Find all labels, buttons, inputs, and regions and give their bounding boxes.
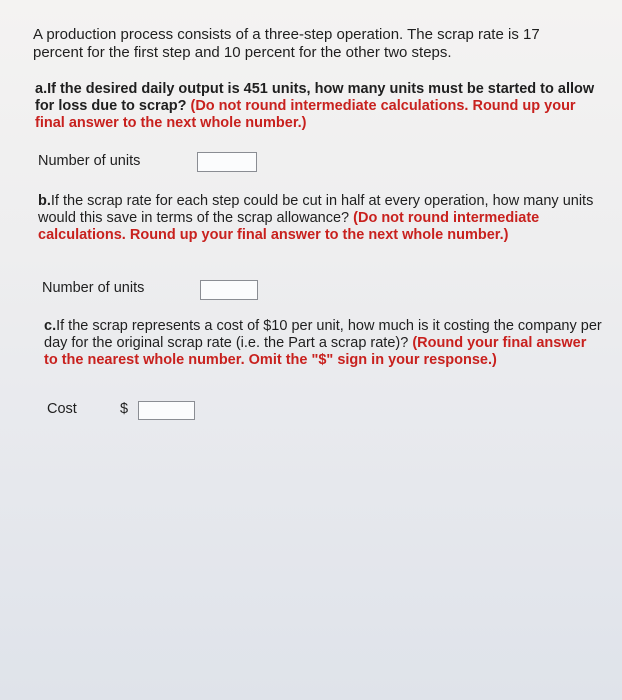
question-b-instruction: (Do not round intermediate calculations. Round up your final answer to the next whole number.) — [38, 210, 540, 243]
question-a-instruction: (Do not round intermediate calculations. Round up your final answer to the next whole number.) — [35, 98, 576, 131]
question-c — [44, 318, 604, 369]
question-a — [35, 81, 605, 132]
answer-b-label: Number of units — [42, 280, 145, 296]
question-b-text: If the scrap rate for each step could be cut in half at every operation, how many units would this save in terms of the scrap allowance? — [38, 193, 594, 226]
answer-c-input[interactable] — [138, 401, 195, 420]
question-b-label: b. — [38, 193, 51, 209]
question-b — [38, 193, 613, 244]
answer-a-input[interactable] — [197, 152, 257, 172]
question-a-label: a. — [35, 81, 48, 97]
answer-a-label: Number of units — [38, 153, 141, 169]
answer-c-label: Cost — [47, 401, 77, 417]
question-c-text: If the scrap represents a cost of $10 per unit, how much is it costing the company per day for the original scrap rate (i.e. the Part a scrap rate)? — [44, 318, 602, 351]
currency-symbol: $ — [120, 401, 129, 417]
answer-b-input[interactable] — [200, 280, 258, 300]
question-c-label: c. — [44, 318, 57, 334]
question-a-text: If the desired daily output is 451 units, how many units must be started to allow for loss due to scrap? — [35, 81, 595, 114]
problem-statement: A production process consists of a three-step operation. The scrap rate is 17 percent for the first step and 10 percent for the other two steps. — [33, 26, 540, 61]
question-c-instruction: (Round your final answer to the nearest whole number. Omit the "$" sign in your response.) — [44, 335, 587, 368]
